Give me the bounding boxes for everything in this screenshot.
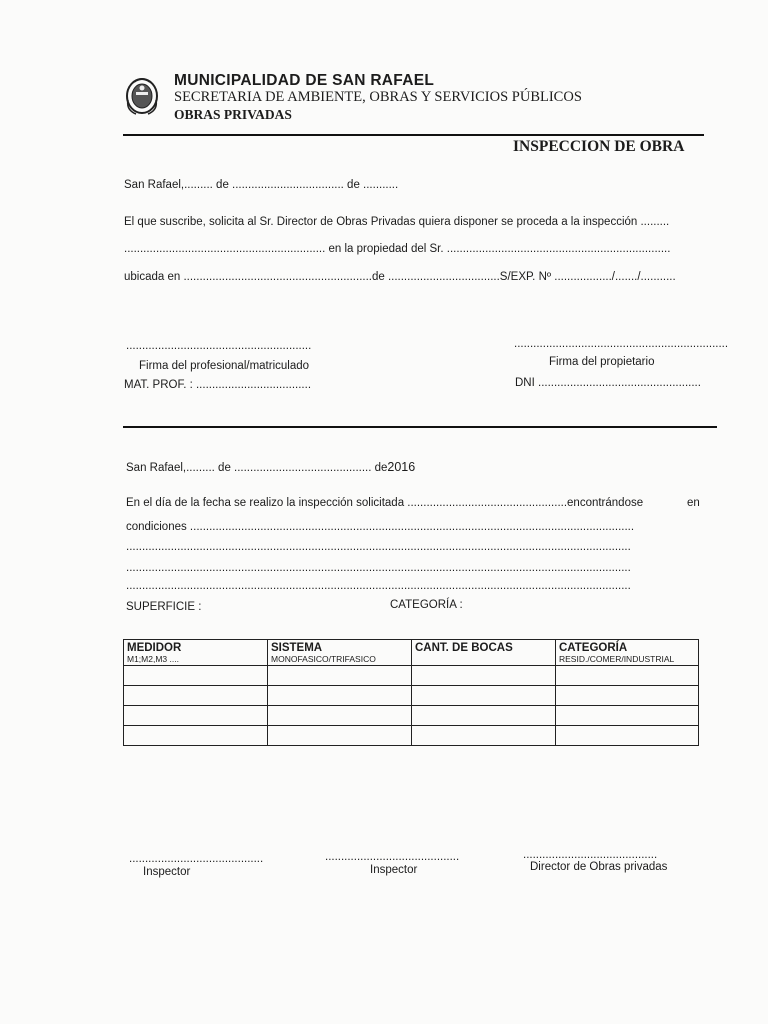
category-label: CATEGORÍA : [390,599,463,611]
professional-signature-label: Firma del profesional/matriculado [139,360,310,372]
section-divider [123,426,717,428]
table-header-row [124,640,699,666]
table-cell [124,666,268,686]
director-label: Director de Obras privadas [530,861,668,873]
header-medidor: MEDIDOR M1;M2,M3 .... [124,640,268,666]
inspector-2-label: Inspector [370,864,418,876]
professional-signature-line: .......................................................... [126,340,312,352]
header-divider [123,134,704,136]
professional-license-field: MAT. PROF. : .................................... [124,379,312,391]
header-categoria: CATEGORÍA RESID./COMER/INDUSTRIAL [556,640,699,666]
request-text-line-1: El que suscribe, solicita al Sr. Director de Obras Privadas quiera disponer se proceda a la inspección ......... [124,216,670,228]
inspection-blank-line-2: .............................................................................................................................................................. [126,562,631,574]
inspector-2-signature-line: .......................................... [325,851,460,863]
table-row [124,706,699,726]
table-cell [556,686,699,706]
table-row [124,666,699,686]
inspection-conditions-line: condiciones ........................................................................................................................................... [126,521,635,533]
table-cell [124,706,268,726]
table-cell [556,666,699,686]
request-date-line: San Rafael,......... de ................................... de ........... [124,179,399,191]
inspection-blank-line-3: .............................................................................................................................................................. [126,580,631,592]
inspection-blank-line-1: .............................................................................................................................................................. [126,541,631,553]
table-cell [268,726,412,746]
table-cell [412,706,556,726]
meter-table [123,639,699,746]
table-cell [268,686,412,706]
owner-signature-line: ................................................................... [514,338,729,350]
inspection-date-line [126,460,415,474]
document-title: INSPECCION DE OBRA [513,138,685,155]
table-cell [556,726,699,746]
table-row [124,686,699,706]
inspector-1-label: Inspector [143,866,191,878]
table-cell [268,706,412,726]
owner-dni-field: DNI ................................................... [515,377,701,389]
inspection-text-line-1: En el día de la fecha se realizo la inspección solicitada ..................................................encontrándose [126,497,644,509]
table-cell [556,706,699,726]
inspection-date-prefix: San Rafael,......... de ........................................... de [126,462,388,474]
request-text-line-2: ............................................................... en la propiedad del Sr. ...................................................................... [124,243,671,255]
municipality-name: MUNICIPALIDAD DE SAN RAFAEL [174,72,435,89]
header-cant-bocas: CANT. DE BOCAS [412,640,556,666]
table-cell [412,686,556,706]
table-cell [124,686,268,706]
director-signature-line: .......................................... [523,849,658,861]
inspection-text-line-1-end: en [687,497,700,509]
inspector-1-signature-line: .......................................... [129,853,264,865]
secretariat-name: SECRETARIA DE AMBIENTE, OBRAS Y SERVICIOS PÚBLICOS [174,89,582,105]
municipal-seal-icon [122,74,162,116]
table-cell [268,666,412,686]
request-text-line-3: ubicada en ...........................................................de ...................................S/EXP. Nº ................../......./........... [124,271,676,283]
table-cell [412,666,556,686]
table-cell [412,726,556,746]
header-sistema: SISTEMA MONOFASICO/TRIFASICO [268,640,412,666]
table-row [124,726,699,746]
surface-label: SUPERFICIE : [126,601,202,613]
inspection-year: 2016 [387,460,416,474]
owner-signature-label: Firma del propietario [549,356,655,368]
department-name: OBRAS PRIVADAS [174,107,292,122]
table-cell [124,726,268,746]
